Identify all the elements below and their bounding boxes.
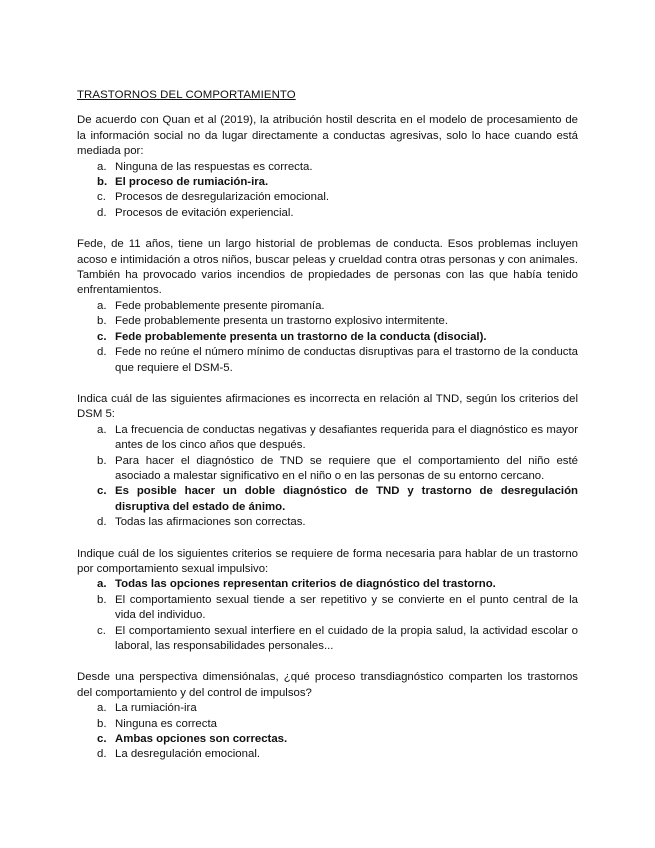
option-a bbox=[77, 701, 578, 716]
option-text: Todas las opciones representan criterios de diagnóstico del trastorno. bbox=[115, 578, 496, 591]
option-letter: c. bbox=[97, 485, 107, 498]
option-letter: c. bbox=[97, 191, 106, 204]
option-text: Ambas opciones son correctas. bbox=[115, 733, 288, 746]
option-letter: b. bbox=[97, 454, 107, 467]
question-stem: Desde una perspectiva dimensiónalas, ¿qué proceso transdiagnóstico comparten los trastornos del comportamiento y del control de impulsos? bbox=[77, 671, 578, 699]
option-letter: d. bbox=[97, 748, 107, 761]
option-c bbox=[77, 624, 578, 655]
option-letter: a. bbox=[97, 423, 107, 436]
option-text: Procesos de desregularización emocional. bbox=[115, 191, 330, 204]
option-c-correct bbox=[77, 732, 578, 747]
option-text: La desregulación emocional. bbox=[115, 748, 261, 761]
option-letter: a. bbox=[97, 160, 107, 173]
option-letter: b. bbox=[97, 593, 107, 606]
option-letter: a. bbox=[97, 578, 107, 591]
question-stem: Fede, de 11 años, tiene un largo historial de problemas de conducta. Esos problemas incluyen acoso e intimidación a otros niños, buscar peleas y crueldad contra otras personas y con animales. También ha provocado varios incendios de propiedades de personas con las que había tenido enfrentamientos. bbox=[77, 238, 578, 297]
option-text: El comportamiento sexual interfiere en el cuidado de la propia salud, la actividad escolar o laboral, las responsabilidades personales... bbox=[115, 624, 578, 652]
option-d bbox=[77, 345, 578, 376]
option-c-correct bbox=[77, 330, 578, 345]
option-list bbox=[77, 577, 578, 654]
option-a bbox=[77, 423, 578, 454]
question bbox=[77, 237, 578, 376]
question-stem: De acuerdo con Quan et al (2019), la atribución hostil descrita en el modelo de procesamiento de la información social no da lugar directamente a conductas agresivas, solo lo hace cuando está mediada por: bbox=[77, 114, 578, 158]
option-b bbox=[77, 593, 578, 624]
option-text: Fede probablemente presenta un trastorno de la conducta (disocial). bbox=[115, 330, 487, 343]
option-letter: d. bbox=[97, 516, 107, 529]
option-text: Procesos de evitación experiencial. bbox=[115, 206, 294, 219]
option-text: Ninguna de las respuestas es correcta. bbox=[115, 160, 313, 173]
option-letter: c. bbox=[97, 624, 106, 637]
question-stem: Indica cuál de las siguientes afirmaciones es incorrecta en relación al TND, según los criterios del DSM 5: bbox=[77, 392, 578, 421]
option-letter: d. bbox=[97, 346, 107, 359]
option-letter: c. bbox=[97, 330, 107, 343]
option-text: Todas las afirmaciones son correctas. bbox=[115, 516, 306, 529]
option-letter: d. bbox=[97, 206, 107, 219]
option-a bbox=[77, 299, 578, 314]
option-text: La rumiación-ira bbox=[115, 702, 197, 715]
option-text: El comportamiento sexual tiende a ser repetitivo y se convierte en el punto central de la vida del individuo. bbox=[115, 593, 578, 622]
option-b bbox=[77, 454, 578, 485]
option-a bbox=[77, 160, 578, 175]
option-c-correct bbox=[77, 484, 578, 515]
option-letter: a. bbox=[97, 702, 107, 715]
option-letter: b. bbox=[97, 717, 107, 730]
question bbox=[77, 670, 578, 762]
document-title: TRASTORNOS DEL COMPORTAMIENTO bbox=[77, 89, 296, 101]
option-list bbox=[77, 423, 578, 531]
option-text: Fede no reúne el número mínimo de conductas disruptivas para el trastorno de la conducta que requiere el DSM-5. bbox=[115, 346, 578, 374]
option-a-correct bbox=[77, 577, 578, 592]
option-text: Ninguna es correcta bbox=[115, 717, 217, 730]
option-c bbox=[77, 190, 578, 205]
option-text: Es posible hacer un doble diagnóstico de TND y trastorno de desregulación disruptiva del estado de ánimo. bbox=[115, 485, 578, 513]
option-letter: c. bbox=[97, 733, 107, 746]
option-list bbox=[77, 701, 578, 763]
option-text: Para hacer el diagnóstico de TND se requiere que el comportamiento del niño esté asociado a malestar significativo en el niño o en las personas de su entorno cercano. bbox=[115, 454, 578, 482]
question bbox=[77, 547, 578, 655]
option-letter: a. bbox=[97, 299, 107, 312]
option-text: La frecuencia de conductas negativas y desafiantes requerida para el diagnóstico es mayor antes de los cinco años que después. bbox=[115, 423, 578, 452]
option-text: Fede probablemente presenta un trastorno explosivo intermitente. bbox=[115, 315, 449, 328]
option-d bbox=[77, 515, 578, 530]
option-text: El proceso de rumiación-ira. bbox=[115, 176, 269, 189]
option-letter: b. bbox=[97, 176, 108, 189]
option-b-correct bbox=[77, 175, 578, 190]
option-list bbox=[77, 299, 578, 376]
option-b bbox=[77, 314, 578, 329]
option-d bbox=[77, 206, 578, 221]
question bbox=[77, 113, 578, 221]
option-list bbox=[77, 160, 578, 222]
question bbox=[77, 392, 578, 531]
option-text: Fede probablemente presente piromanía. bbox=[115, 299, 325, 312]
option-d bbox=[77, 747, 578, 762]
option-letter: b. bbox=[97, 315, 107, 328]
question-stem: Indique cuál de los siguientes criterios se requiere de forma necesaria para hablar de un trastorno por comportamiento sexual impulsivo: bbox=[77, 547, 578, 575]
option-b bbox=[77, 717, 578, 732]
